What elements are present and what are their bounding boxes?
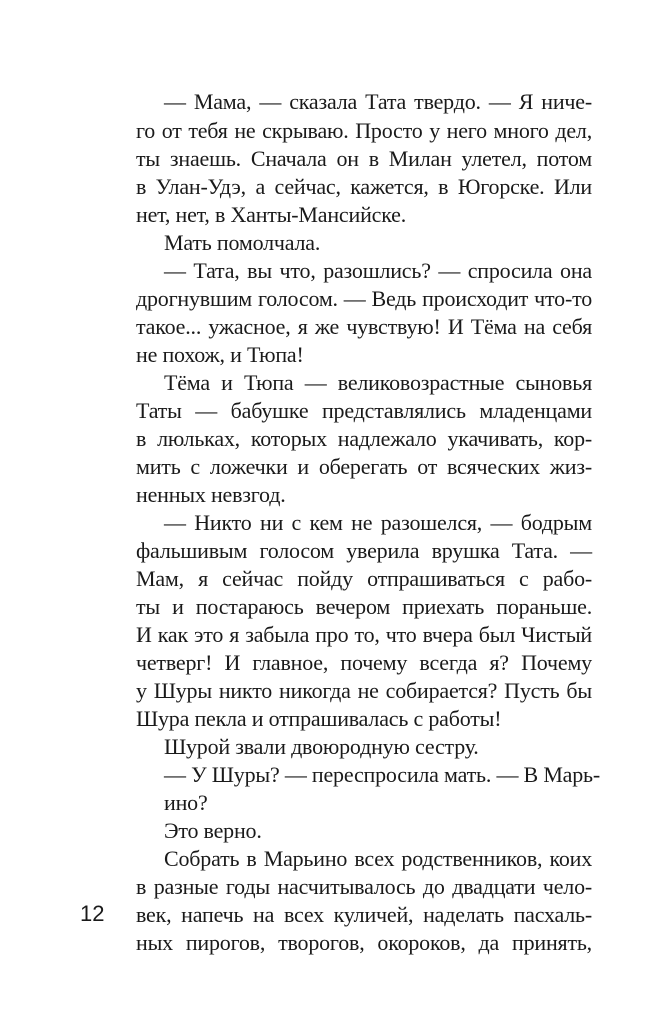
text-line: четверг! И главное, почему всегда я? Почему bbox=[136, 650, 592, 675]
text-line: ных пирогов, творогов, окороков, да принять, bbox=[136, 930, 592, 955]
text-line: такое... ужасное, я же чувствую! И Тёма на себя bbox=[136, 314, 592, 339]
page-number: 12 bbox=[80, 901, 105, 926]
text-line: ты и постараюсь вечером приехать пораньше. bbox=[136, 594, 592, 619]
text-line: Мать помолчала. bbox=[164, 230, 321, 255]
text-line: Шура пекла и отпрашивалась с работы! bbox=[136, 706, 502, 731]
text-line: — Тата, вы что, разошлись? — спросила она bbox=[164, 258, 592, 283]
text-line: у Шуры никто никогда не собирается? Пусть бы bbox=[136, 678, 592, 703]
text-line: нет, нет, в Ханты-Мансийске. bbox=[136, 202, 407, 227]
text-line: ты знаешь. Сначала он в Милан улетел, потом bbox=[136, 146, 592, 171]
text-line: Таты — бабушке представлялись младенцами bbox=[136, 398, 592, 423]
text-line: — Мама, — сказала Тата твердо. — Я ниче- bbox=[164, 89, 592, 114]
text-line: в разные годы насчитывалось до двадцати чело- bbox=[136, 874, 592, 899]
text-line: ино? bbox=[164, 790, 208, 815]
text-line: мить с ложечки и оберегать от всяческих жиз- bbox=[136, 454, 592, 479]
text-line: фальшивым голосом уверила врушка Тата. — bbox=[136, 538, 592, 563]
text-line: Мам, я сейчас пойду отпрашиваться с рабо- bbox=[136, 566, 592, 591]
text-line: Собрать в Марьино всех родственников, коих bbox=[164, 846, 592, 871]
text-line: не похож, и Тюпа! bbox=[136, 342, 304, 367]
text-line: в люльках, которых надлежало укачивать, кор- bbox=[136, 426, 592, 451]
text-line: И как это я забыла про то, что вчера был Чистый bbox=[136, 622, 592, 647]
text-line: Шурой звали двоюродную сестру. bbox=[164, 734, 479, 759]
text-line: Это верно. bbox=[164, 818, 262, 843]
text-line: в Улан-Удэ, а сейчас, кажется, в Югорске. Или bbox=[136, 174, 592, 199]
text-line: ненных невзгод. bbox=[136, 482, 286, 507]
text-line: — Никто ни с кем не разошелся, — бодрым bbox=[164, 510, 592, 535]
text-line: дрогнувшим голосом. — Ведь происходит что-то bbox=[136, 286, 592, 311]
text-line: го от тебя не скрываю. Просто у него много дел, bbox=[136, 118, 592, 143]
text-line: век, напечь на всех куличей, наделать пасхаль- bbox=[136, 902, 592, 927]
text-line: — У Шуры? — переспросила мать. — В Марь- bbox=[164, 762, 601, 787]
text-line: Тёма и Тюпа — великовозрастные сыновья bbox=[164, 370, 592, 395]
